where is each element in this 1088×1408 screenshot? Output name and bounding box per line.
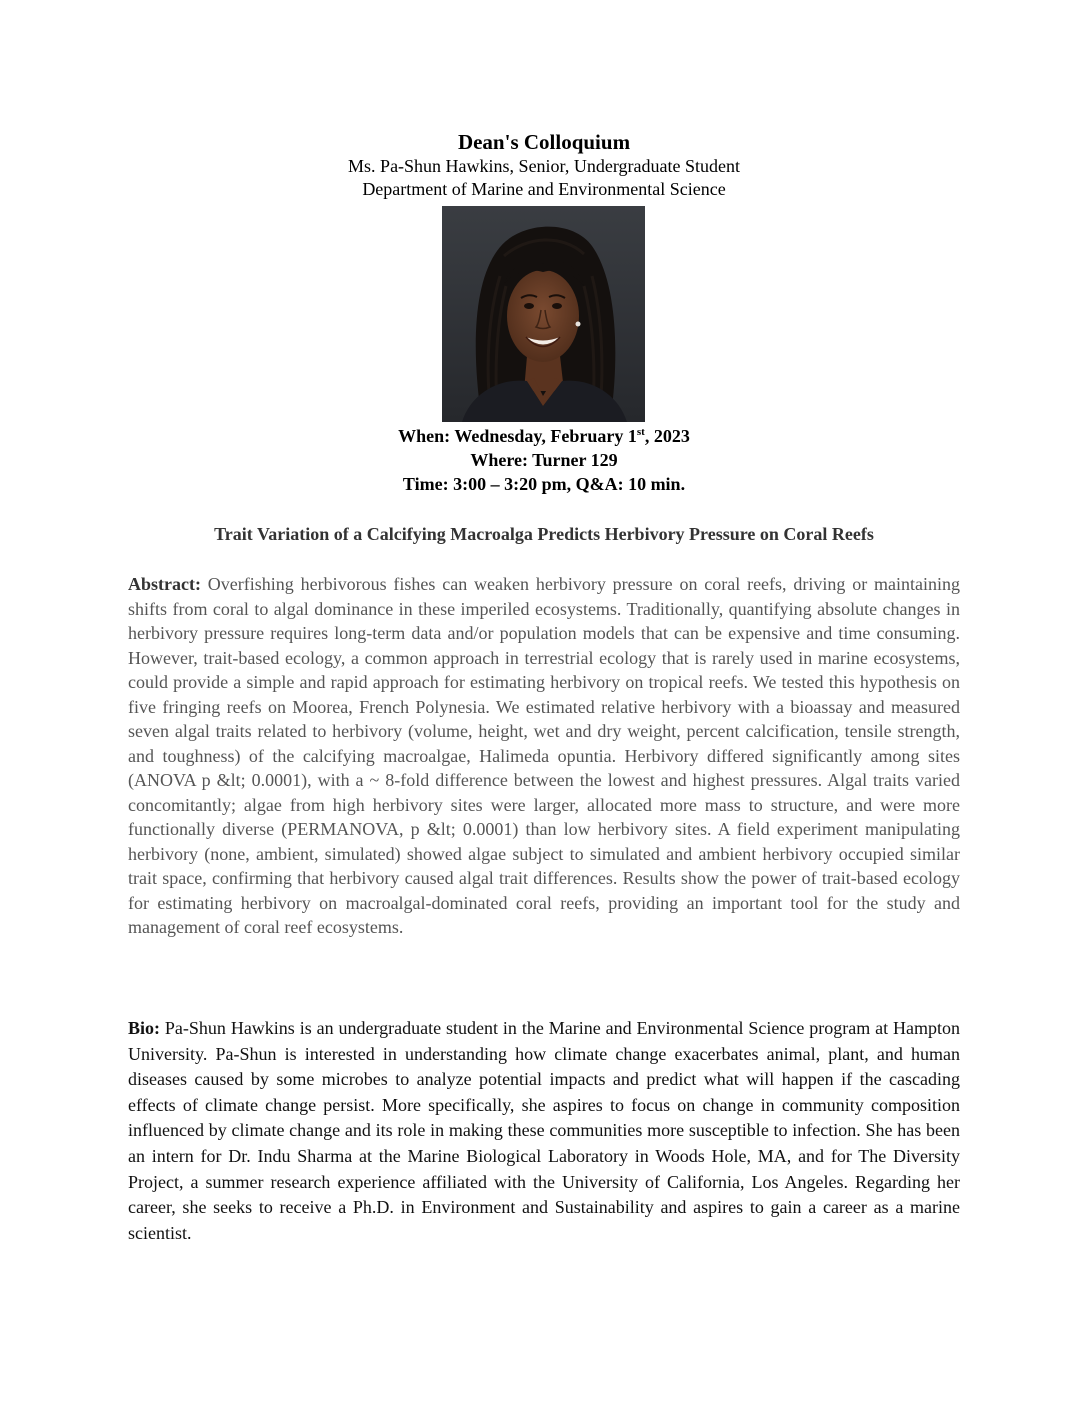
speaker-line: Ms. Pa-Shun Hawkins, Senior, Undergraduate Student (348, 156, 740, 176)
talk-title: Trait Variation of a Calcifying Macroalga Predicts Herbivory Pressure on Coral Reefs (214, 524, 874, 544)
abstract-paragraph (128, 572, 960, 940)
portrait-illustration (442, 206, 645, 422)
event-when-ordinal: st (636, 426, 645, 438)
bio-paragraph (128, 1016, 960, 1246)
event-when-text: When: Wednesday, February 1 (398, 426, 637, 446)
bio-text: Pa-Shun Hawkins is an undergraduate student in the Marine and Environmental Science program at Hampton University. Pa-Shun is interested in understanding how climate change exacerbates animal, plant, and human diseases caused by some microbes to analyze potential impacts and predict what will happen if the cascading effects of climate change persist. More specifically, she aspires to focus on change in community composition influenced by climate change and its role in making these communities more susceptible to infection. She has been an intern for Dr. Indu Sharma at the Marine Biological Laboratory in Woods Hole, MA, and for The Diversity Project, a summer research experience affiliated with the University of California, Los Angeles. Regarding her career, she seeks to receive a Ph.D. in Environment and Sustainability and aspires to gain a career as a marine scientist. (128, 1018, 960, 1243)
event-when-year: , 2023 (644, 426, 690, 446)
event-when (0, 424, 1088, 448)
department-line: Department of Marine and Environmental Science (362, 179, 726, 199)
speaker-portrait-photo (442, 206, 645, 422)
abstract-text: Overfishing herbivorous fishes can weaken herbivory pressure on coral reefs, driving or maintaining shifts from coral to algal dominance in these imperiled ecosystems. Traditionally, quantifying absolute changes in herbivory pressure requires long-term data and/or population models that can be expensive and time consuming. However, trait-based ecology, a common approach in terrestrial ecology that is rarely used in marine ecosystems, could provide a simple and rapid approach for estimating herbivory on tropical reefs. We tested this hypothesis on five fringing reefs on Moorea, French Polynesia. We estimated relative herbivory with a bioassay and measured seven algal traits related to herbivory (volume, height, wet and dry weight, percent calcification, tensile strength, and toughness) of the calcifying macroalgae, Halimeda opuntia. Herbivory differed significantly among sites (ANOVA p &lt; 0.0001), with a ~ 8-fold difference between the lowest and highest pressures. Algal traits varied concomitantly; algae from high herbivory sites were larger, allocated more mass to structure, and were more functionally diverse (PERMANOVA, p &lt; 0.0001) than low herbivory sites. A field experiment manipulating herbivory (none, ambient, simulated) showed algae subject to simulated and ambient herbivory occupied similar trait space, confirming that herbivory caused algal trait differences. Results show the power of trait-based ecology for estimating herbivory on macroalgal-dominated coral reefs, providing an important tool for the study and management of coral reef ecosystems. (128, 574, 960, 937)
event-where: Where: Turner 129 (470, 450, 618, 470)
flyer-header (0, 130, 1088, 201)
event-time: Time: 3:00 – 3:20 pm, Q&A: 10 min. (402, 474, 686, 494)
event-details (0, 424, 1088, 496)
page-title: Dean's Colloquium (457, 130, 631, 154)
abstract-label: Abstract: (128, 574, 201, 594)
bio-label: Bio: (128, 1018, 161, 1038)
